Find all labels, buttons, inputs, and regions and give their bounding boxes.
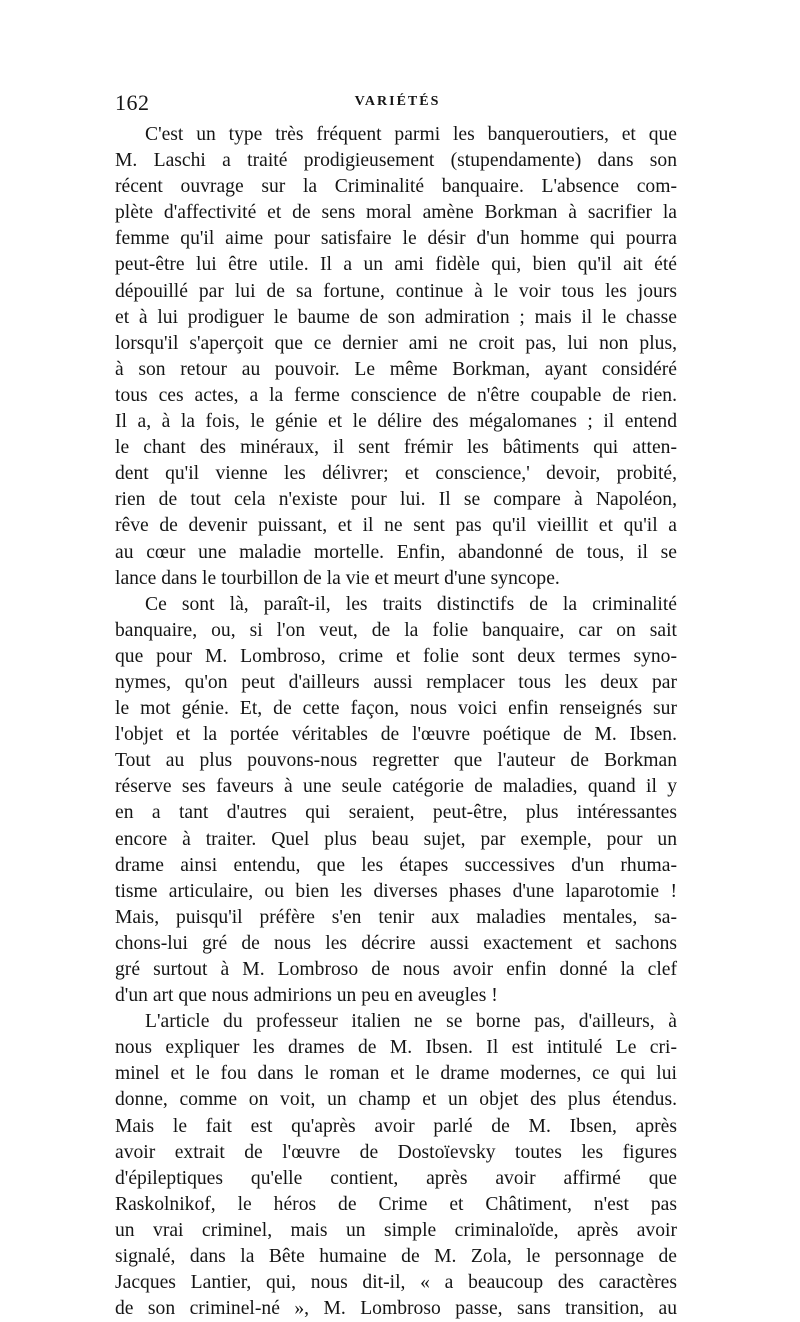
text-line: que pour M. Lombroso, crime et folie sont deux termes syno- <box>115 645 677 667</box>
text-line: un vrai criminel, mais un simple criminaloïde, après avoir <box>115 1219 677 1241</box>
page-number: 162 <box>115 90 150 115</box>
text-line: Il a, à la fois, le génie et le délire des mégalomanes ; il entend <box>115 411 677 433</box>
text-line: Mais, puisqu'il préfère s'en tenir aux maladies mentales, sa- <box>115 906 677 928</box>
text-line: L'article du professeur italien ne se borne pas, d'ailleurs, à <box>145 1011 677 1033</box>
text-line: lance dans le tourbillon de la vie et meurt d'une syncope. <box>115 567 560 589</box>
text-line: rêve de devenir puissant, et il ne sent pas qu'il vieillit et qu'il a <box>115 515 677 537</box>
text-line: Raskolnikof, le héros de Crime et Châtiment, n'est pas <box>115 1193 677 1215</box>
text-line: et à lui prodiguer le baume de son admiration ; mais il le chasse <box>115 306 677 328</box>
text-line: nymes, qu'on peut d'ailleurs aussi remplacer tous les deux par <box>115 671 677 693</box>
text-line: C'est un type très fréquent parmi les banqueroutiers, et que <box>145 124 677 145</box>
text-line: tisme articulaire, ou bien les diverses phases d'une laparotomie ! <box>115 880 677 902</box>
text-line: dent qu'il vienne les délivrer; et conscience,' devoir, probité, <box>115 463 677 485</box>
text-line: rien de tout cela n'existe pour lui. Il se compare à Napoléon, <box>115 489 677 511</box>
text-line: Ce sont là, paraît-il, les traits distinctifs de la criminalité <box>145 593 677 615</box>
running-title: VARIÉTÉS <box>354 94 441 109</box>
text-line: gré surtout à M. Lombroso de nous avoir enfin donné la clef <box>115 959 677 980</box>
text-line: lorsqu'il s'aperçoit que ce dernier ami ne croit pas, lui non plus, <box>115 332 677 354</box>
text-line: au cœur une maladie mortelle. Enfin, abandonné de tous, il se <box>115 541 677 563</box>
text-line: encore à traiter. Quel plus beau sujet, par exemple, pour un <box>115 828 677 850</box>
text-line: d'épileptiques qu'elle contient, après avoir affirmé que <box>115 1167 677 1189</box>
text-line: avoir extrait de l'œuvre de Dostoïevsky toutes les figures <box>115 1141 677 1163</box>
text-line: tous ces actes, a la ferme conscience de n'être coupable de rien. <box>115 384 677 406</box>
text-line: plète d'affectivité et de sens moral amène Borkman à sacrifier la <box>115 202 677 224</box>
text-line: d'un art que nous admirions un peu en aveugles ! <box>115 985 498 1007</box>
text-line: femme qu'il aime pour satisfaire le désir d'un homme qui pourra <box>115 228 677 250</box>
text-line: Mais le fait est qu'après avoir parlé de M. Ibsen, après <box>115 1115 677 1137</box>
text-line: Tout au plus pouvons-nous regretter que l'auteur de Borkman <box>115 750 677 772</box>
text-line: l'objet et la portée véritables de l'œuvre poétique de M. Ibsen. <box>115 724 677 746</box>
text-line: drame ainsi entendu, que les étapes successives d'un rhuma- <box>115 854 677 876</box>
text-line: réserve ses faveurs à une seule catégorie de maladies, quand il y <box>115 776 677 798</box>
text-line: dépouillé par lui de sa fortune, continue à le voir tous les jours <box>115 280 677 302</box>
text-line: le mot génie. Et, de cette façon, nous voici enfin renseignés sur <box>115 698 677 720</box>
text-line: donne, comme on voit, un champ et un objet des plus étendus. <box>115 1089 677 1111</box>
text-line: de son criminel-né », M. Lombroso passe, sans transition, au <box>115 1298 677 1320</box>
text-line: M. Laschi a traité prodigieusement (stupendamente) dans son <box>115 150 677 172</box>
text-line: peut-être lui être utile. Il a un ami fidèle qui, bien qu'il ait été <box>115 254 677 276</box>
body-text <box>115 122 677 1322</box>
text-line: signalé, dans la Bête humaine de M. Zola, le personnage de <box>115 1246 677 1268</box>
text-line: à son retour au pouvoir. Le même Borkman, ayant considéré <box>115 358 677 380</box>
text-line: récent ouvrage sur la Criminalité banquaire. L'absence com- <box>115 176 677 198</box>
text-line: nous expliquer les drames de M. Ibsen. Il est intitulé Le cri- <box>115 1037 677 1059</box>
text-line: chons-lui gré de nous les décrire aussi exactement et sachons <box>115 932 677 954</box>
text-line: minel et le fou dans le roman et le drame modernes, ce qui lui <box>115 1063 677 1085</box>
text-line: le chant des minéraux, il sent frémir les bâtiments qui atten- <box>115 437 677 459</box>
text-line: banquaire, ou, si l'on veut, de la folie banquaire, car on sait <box>115 619 677 641</box>
text-line: Jacques Lantier, qui, nous dit-il, « a beaucoup des caractères <box>115 1272 677 1294</box>
text-line: en a tant d'autres qui seraient, peut-être, plus intéressantes <box>115 802 677 824</box>
running-head <box>115 90 680 120</box>
